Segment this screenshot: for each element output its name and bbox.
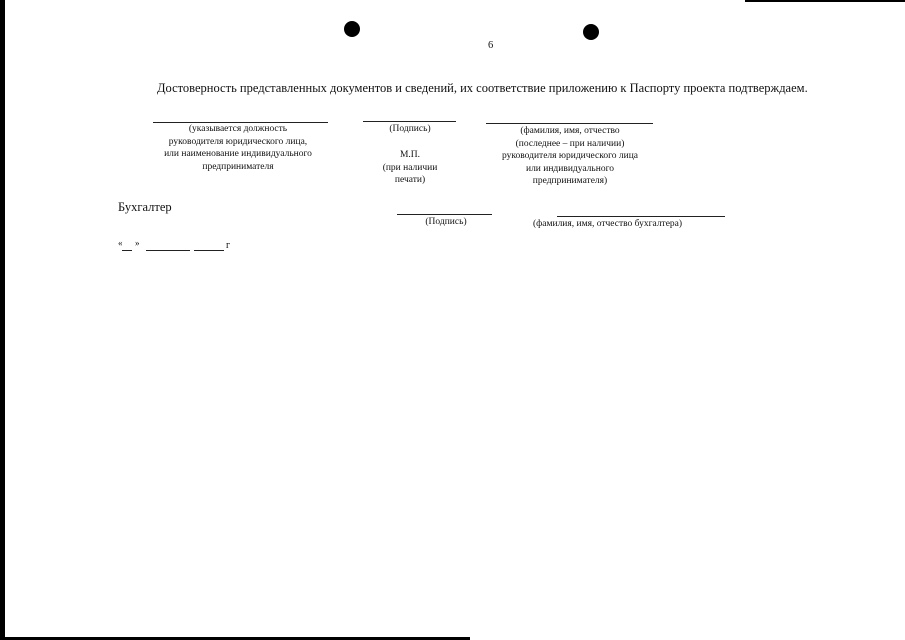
accountant-signature-caption: (Подпись) [425, 217, 467, 227]
accountant-signature-line [397, 214, 492, 215]
head-signature-caption: (Подпись) [389, 124, 431, 134]
position-caption-line: или наименование индивидуального [164, 149, 312, 159]
stamp-caption [365, 149, 455, 187]
punch-hole-left [344, 21, 360, 37]
date-line [118, 238, 243, 256]
stamp-caption-line: (при наличии [382, 162, 438, 173]
position-caption-line: предпринимателя [202, 161, 274, 172]
position-caption-line: руководителя юридического лица, [168, 136, 308, 147]
page-number: 6 [488, 40, 494, 51]
name-caption-line: или индивидуального [525, 163, 614, 174]
date-quote-close: » [135, 238, 140, 248]
date-month-blank [146, 250, 190, 251]
head-name-caption [470, 125, 670, 188]
accountant-name-caption: (фамилия, имя, отчество бухгалтера) [532, 219, 683, 229]
date-quote-open: « [118, 238, 123, 248]
stamp-caption-line: М.П. [399, 150, 421, 160]
name-caption-line: предпринимателя) [532, 176, 608, 186]
name-caption-line: (последнее – при наличии) [515, 138, 625, 149]
scan-edge-left [0, 0, 5, 640]
name-caption-line: (фамилия, имя, отчество [520, 126, 620, 136]
stamp-caption-line: печати) [394, 175, 426, 185]
scan-edge-top [745, 0, 905, 2]
accountant-name-line [557, 216, 725, 217]
head-signature-line [363, 121, 456, 122]
position-caption [118, 123, 358, 173]
name-caption-line: руководителя юридического лица [501, 151, 638, 161]
date-day-blank [122, 250, 132, 251]
punch-hole-right [583, 24, 599, 40]
confirmation-statement: Достоверность представленных документов и сведений, их соответствие приложению к Паспорту проекта подтверждаем. [157, 81, 808, 95]
date-year-suffix: г [226, 240, 231, 251]
date-year-blank [194, 250, 224, 251]
accountant-label: Бухгалтер [118, 200, 172, 214]
head-name-line [486, 123, 653, 124]
position-caption-line: (указывается должность [188, 124, 288, 134]
